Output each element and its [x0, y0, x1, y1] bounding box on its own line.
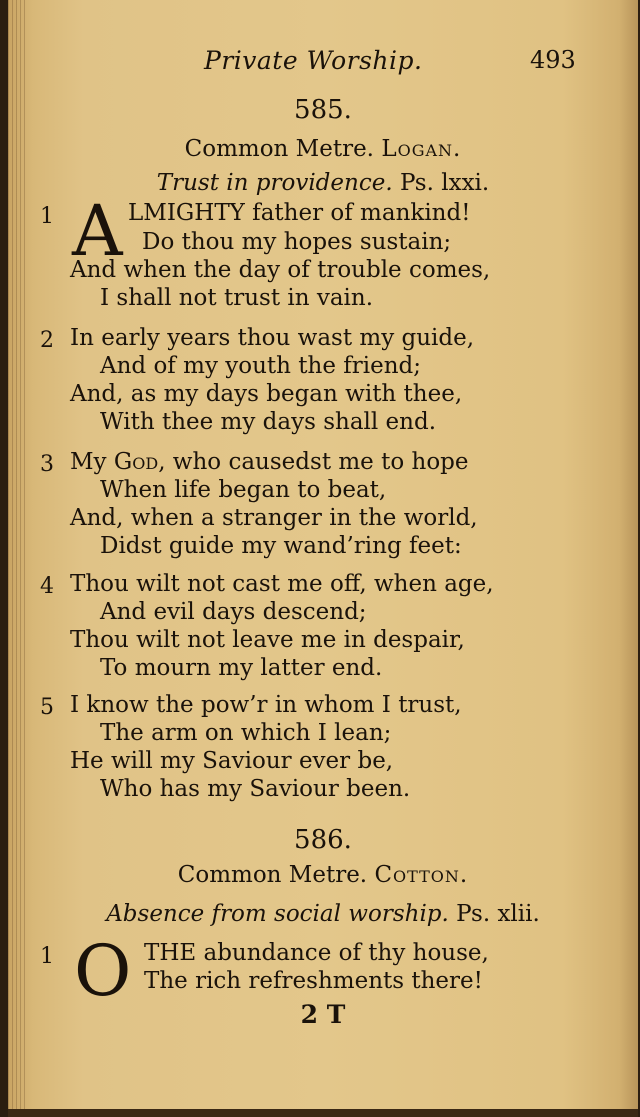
- verse-line: With thee my days shall end.: [100, 409, 437, 435]
- signature-mark: 2 T: [300, 1000, 346, 1029]
- verse-number: 3: [40, 452, 54, 477]
- verse-line: The arm on which I lean;: [100, 720, 392, 746]
- verse-line: To mourn my latter end.: [100, 655, 383, 681]
- verse-line: And evil days descend;: [100, 599, 367, 625]
- verse-line: THE abundance of thy house,: [144, 940, 489, 966]
- verse-line: Do thou my hopes sustain;: [142, 229, 452, 255]
- page-header: [8, 46, 638, 82]
- hymn-586-psalm: Ps. xlii.: [456, 901, 540, 927]
- hymn-586-subject: [8, 901, 638, 927]
- hymn-586-tune: Cotton.: [374, 862, 469, 888]
- verse-text-small-caps: God: [113, 449, 159, 475]
- verse-line: LMIGHTY father of mankind!: [128, 200, 471, 226]
- verse-line: And, when a stranger in the world,: [70, 505, 478, 531]
- verse-line: I shall not trust in vain.: [100, 285, 374, 311]
- hymn-586-number: 586.: [294, 825, 352, 855]
- hymn-585-tune: Logan.: [381, 136, 462, 162]
- verse-number: 2: [40, 328, 54, 353]
- verse-line: When life began to beat,: [100, 477, 387, 503]
- verse-number: 1: [40, 204, 54, 229]
- verse-line: The rich refreshments there!: [144, 968, 483, 994]
- drop-cap: O: [74, 930, 132, 1012]
- verse-line: In early years thou wast my guide,: [70, 325, 475, 351]
- verse-line: I know the pow’r in whom I trust,: [70, 692, 462, 718]
- book-page: [8, 0, 638, 1117]
- hymn-586-subject-text: Absence from social worship.: [106, 901, 449, 927]
- verse-line: He will my Saviour ever be,: [70, 748, 394, 774]
- hymn-586-meter: [8, 862, 638, 888]
- verse-text: My: [70, 449, 114, 475]
- verse-line: Thou wilt not cast me off, when age,: [70, 571, 494, 597]
- verse-line: Thou wilt not leave me in despair,: [70, 627, 465, 653]
- verse-line: And of my youth the friend;: [100, 353, 422, 379]
- hymn-585-meter-label: Common Metre.: [184, 136, 374, 162]
- verse-line: And, as my days began with thee,: [70, 381, 463, 407]
- verse-line: Who has my Saviour been.: [100, 776, 411, 802]
- drop-cap: A: [72, 190, 123, 272]
- verse-line: [70, 449, 469, 475]
- verse-line: And when the day of trouble comes,: [70, 257, 491, 283]
- verse-line: Didst guide my wand’ring feet:: [100, 533, 462, 559]
- hymn-585-psalm: Ps. lxxi.: [399, 170, 490, 196]
- hymn-586-meter-label: Common Metre.: [177, 862, 368, 888]
- running-title: Private Worship.: [204, 46, 423, 75]
- hymn-585-subject-text: Trust in providence.: [156, 170, 393, 196]
- verse-text: , who causedst me to hope: [158, 449, 469, 475]
- verse-number: 4: [40, 574, 54, 599]
- hymn-585-meter: [8, 136, 638, 162]
- page-number: 493: [530, 46, 576, 74]
- verse-number: 1: [40, 944, 54, 969]
- hymn-585-number: 585.: [294, 95, 352, 125]
- verse-number: 5: [40, 695, 54, 720]
